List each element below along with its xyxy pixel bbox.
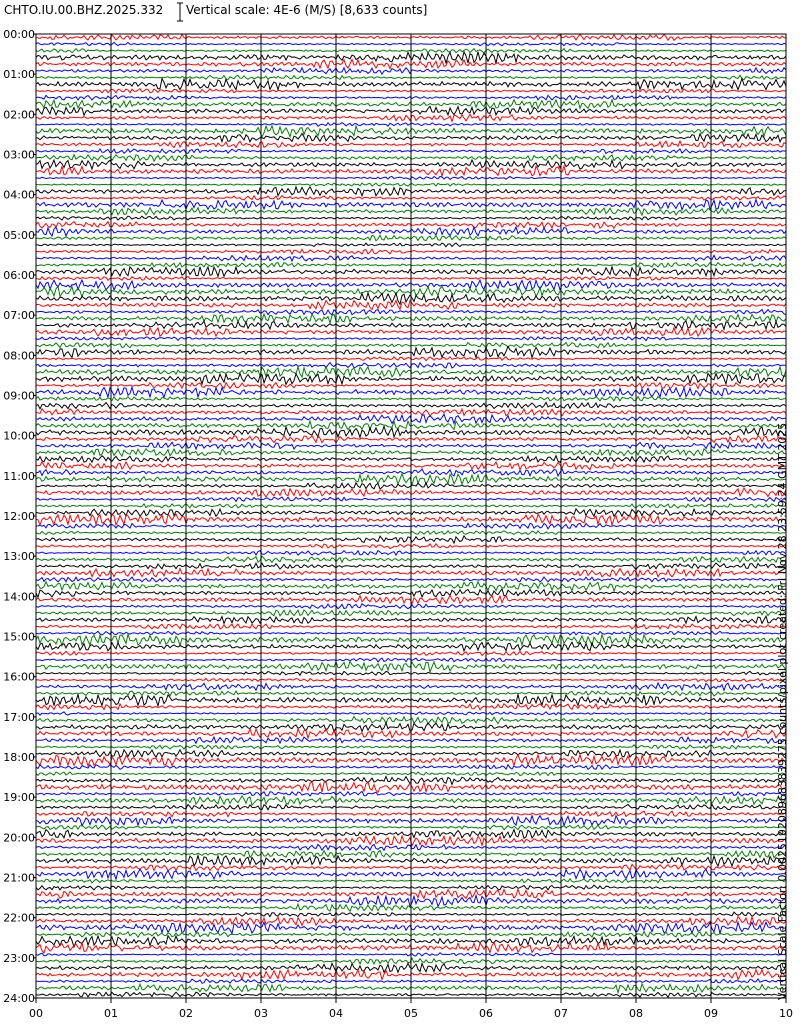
y-tick-label: 23:00 [3,951,35,965]
x-tick-label: 07 [554,1007,568,1020]
y-tick-label: 11:00 [3,469,35,483]
y-tick-label: 02:00 [3,108,35,122]
y-tick-label: 21:00 [3,871,35,885]
y-tick-label: 19:00 [3,791,35,805]
y-tick-label: 20:00 [3,831,35,845]
y-tick-label: 05:00 [3,228,35,242]
x-tick-label: 10 [779,1007,793,1020]
y-tick-label: 00:00 [3,28,35,41]
y-tick-label: 18:00 [3,751,35,764]
x-tick-group [29,998,793,1020]
y-tick-label: 12:00 [3,510,35,523]
y-tick-label: 24:00 [3,992,35,1005]
y-tick-label: 10:00 [3,429,35,443]
y-tick-label: 07:00 [3,309,35,323]
y-tick-label: 17:00 [3,710,35,724]
x-tick-label: 04 [329,1007,343,1020]
y-tick-label: 09:00 [3,389,35,403]
x-tick-label: 09 [704,1007,718,1020]
y-tick-label: 16:00 [3,670,35,684]
x-tick-label: 06 [479,1007,493,1020]
y-tick-label: 04:00 [3,188,35,202]
y-tick-label: 13:00 [3,550,35,564]
x-tick-label: 01 [104,1007,118,1020]
y-tick-label: 15:00 [3,630,35,644]
x-tick-label: 05 [404,1007,418,1020]
x-tick-label: 03 [254,1007,268,1020]
vertical-scale-label: Vertical scale: 4E-6 (M/S) [8,633 counts] [186,3,428,17]
vertical-scale-factor-note: Vertical Scale Factor: 0.0025192089683839275 counts/pixel plot created: Fri Nov 28 23:59:24 GMT 2025 [776,422,789,1000]
x-tick-label: 00 [29,1007,43,1020]
y-tick-label: 14:00 [3,590,35,604]
y-tick-label: 06:00 [3,269,35,282]
x-tick-label: 02 [179,1007,193,1020]
y-tick-label: 03:00 [3,148,35,162]
y-tick-group [3,28,36,1005]
y-tick-label: 01:00 [3,68,35,82]
y-tick-label: 22:00 [3,911,35,925]
station-label: CHTO.IU.00.BHZ.2025.332 [4,3,164,17]
x-tick-label: 08 [629,1007,643,1020]
y-tick-label: 08:00 [3,349,35,363]
